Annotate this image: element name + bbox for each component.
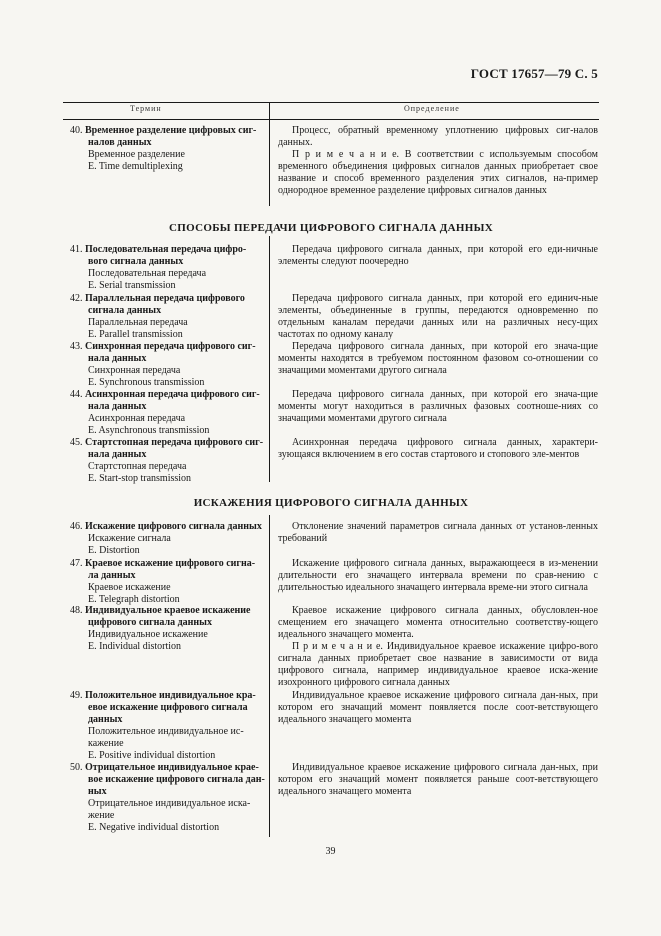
column-divider: [269, 236, 270, 482]
term-english: E. Distortion: [88, 545, 140, 556]
term-cell: [70, 125, 266, 173]
definition-text: Передача цифрового сигнала данных, при которой его знача-щие моменты находятся в требуемом постоянном фазовом со-отношении со значащими моментами другого сигнала: [278, 341, 598, 376]
term-synonym: Отрицательное индивидуальное иска-: [88, 798, 251, 809]
definition-text: Передача цифрового сигнала данных, при которой его единич-ные элементы, объединенные в группы, передаются одновременно по отдельным каналам передачи данных или на различных несу-щих частотах по одному каналу: [278, 293, 598, 340]
definition-text: Краевое искажение цифрового сигнала данных, обусловлен-ное смещением его значащего момента относительно соответству-ющего идеального значащего момента.: [278, 605, 598, 640]
definition-text: Отклонение значений параметров сигнала данных от установ-ленных требований: [278, 521, 598, 544]
term-english: E. Serial transmission: [88, 280, 176, 291]
definition-text: Индивидуальное краевое искажение цифрового сигнала дан-ных, при котором его значащий момент появляется после соот-ветствующего идеального значащего момента: [278, 690, 598, 725]
term-synonym: Краевое искажение: [88, 582, 171, 593]
term-synonym-cont: жение: [88, 810, 115, 821]
definition-text: Процесс, обратный временному уплотнению цифровых сиг-налов данных.: [278, 125, 598, 148]
section-title: СПОСОБЫ ПЕРЕДАЧИ ЦИФРОВОГО СИГНАЛА ДАННЫХ: [169, 222, 493, 234]
term-english: E. Individual distortion: [88, 641, 182, 652]
term-synonym: Положительное индивидуальное ис-: [88, 726, 244, 737]
term-english: E. Parallel transmission: [88, 329, 183, 340]
term-english: E. Telegraph distortion: [88, 594, 180, 605]
term-synonym: Временное разделение: [88, 149, 185, 160]
document-page: ГОСТ 17657—79 С. 5 Термин Определение 40. Временное разделение цифровых сиг- налов данных Временное разделение E. Time demultiplexing Процесс, обратный временному уплотнению цифровых сиг-налов данных. П р и м е ч а н и е. В соответствии с используемым способом временного объединения цифровых сигналов данных приобретает свое название и способ временного разделения этих сигналов, на-пример однородное временное разделение цифровых сигналов данных СПОСОБЫ ПЕРЕДАЧИ ЦИФРОВОГО СИГНАЛА ДАННЫХ 41. Последовательная передача цифро- вого сигнала данных Последовательная передача E. Serial transmission Передача цифрового сигнала данных, при которой его еди-ничные элементы следуют поочередно 42. Параллельная передача цифрового сигнала данных Параллельная передача E. Parallel transmission Передача цифрового сигнала данных, при которой его единич-ные элементы, объединенные в группы, передаются одновременно по отдельным каналам передачи данных или на различных несу-щих частотах по одному каналу 43. Синхронная передача цифрового сиг- нала данных Синхронная передача E. Synchronous transmission Передача цифрового сигнала данных, при которой его знача-щие моменты находятся в требуемом постоянном фазовом со-отношении со значащими моментами другого сигнала 44. Асинхронная передача цифрового сиг- нала данных Асинхронная передача E. Asynchronous transmission Передача цифрового сигнала данных, при которой его знача-щие моменты могут находиться в различных фазовых соотноше-ниях со значащими моментами другого сигнала 45. Стартстопная передача цифрового сиг- нала данных Стартстопная передача E. Start-stop transmission Асинхронная передача цифрового сигнала данных, характери-зующаяся включением в его состав стартового и стопового эле-ментов ИСКАЖЕНИЯ ЦИФРОВОГО СИГНАЛА ДАННЫХ 46. Искажение цифрового сигнала данных Искажение сигнала E. Distortion Отклонение значений параметров сигнала данных от установ-ленных требований 47. Краевое искажение цифрового сигна- ла данных Краевое искажение E. Telegraph distortion Искажение цифрового сигнала данных, выражающееся в из-менении длительности его значащего интервала времени по срав-нению с длительностью идеального значащего интервала време-ни этого сигнала 48. Индивидуальное краевое искажение цифрового сигнала данных Индивидуальное искажение E. Individual distortion Краевое искажение цифрового сигнала данных, обусловлен-ное смещением его значащего момента относительно соответству-ющего идеального значащего момента. П р и м е ч а н и е. Индивидуальное краевое искажение цифро-вого сигнала данных приобретает свое название в зависимости от вида цифрового сигнала, например индивидуальное краевое иска-жение изохронного цифрового сигнала данных 49. Положительное индивидуальное кра- евое искажение цифрового сигнала данных Положительное индивидуальное ис- кажение E. Positive individual distortion Индивидуальное краевое искажение цифрового сигнала дан-ных, при котором его значащий момент появляется после соот-ветствующего идеального значащего момента 50. Отрицательное индивидуальное крае- вое искажение цифрового сигнала дан- ных Отрицательное индивидуальное иска- жение E. Negative individual distortion Индивидуальное краевое искажение цифрового сигнала дан-ных, при котором его значащий момент появляется раньше соот-ветствующего идеального значащего момента 39: [0, 0, 661, 936]
column-header-definition: Определение: [404, 104, 460, 113]
page-number: 39: [325, 846, 336, 857]
definition-note: П р и м е ч а н и е. Индивидуальное краевое искажение цифро-вого сигнала данных приобретает свое название в зависимости от вида цифрового сигнала, например индивидуальное краевое иска-жение изохронного цифрового сигнала данных: [278, 641, 598, 688]
term-synonym-cont: кажение: [88, 738, 124, 749]
term-english: E. Time demultiplexing: [88, 161, 183, 172]
term-english: E. Synchronous transmission: [88, 377, 205, 388]
term-main: 40. Временное разделение цифровых сиг- налов данных: [70, 125, 257, 148]
definition-cell: [278, 125, 598, 197]
term-english: E. Asynchronous transmission: [88, 425, 210, 436]
table-top-rule: [63, 102, 599, 103]
term-synonym: Стартстопная передача: [88, 461, 187, 472]
term-synonym: Параллельная передача: [88, 317, 188, 328]
definition-text: Индивидуальное краевое искажение цифрового сигнала дан-ных, при котором его значащий момент появляется раньше соот-ветствующего идеального значащего момента: [278, 762, 598, 797]
term-english: E. Positive individual distortion: [88, 750, 216, 761]
term-synonym: Индивидуальное искажение: [88, 629, 208, 640]
definition-text: Передача цифрового сигнала данных, при которой его еди-ничные элементы следуют поочередно: [278, 244, 598, 267]
column-divider: [269, 102, 270, 206]
term-synonym: Искажение сигнала: [88, 533, 171, 544]
column-divider: [269, 515, 270, 837]
term-synonym: Асинхронная передача: [88, 413, 186, 424]
table-header-rule: [63, 119, 599, 120]
term-synonym: Последовательная передача: [88, 268, 207, 279]
definition-text: Искажение цифрового сигнала данных, выражающееся в из-менении длительности его значащего интервала времени по срав-нению с длительностью идеального значащего интервала време-ни этого сигнала: [278, 558, 598, 593]
term-english: E. Negative individual distortion: [88, 822, 220, 833]
term-synonym: Синхронная передача: [88, 365, 181, 376]
definition-text: Передача цифрового сигнала данных, при которой его знача-щие моменты могут находиться в различных фазовых соотноше-ниях со значащими моментами другого сигнала: [278, 389, 598, 424]
definition-note: П р и м е ч а н и е. В соответствии с используемым способом временного объединения цифровых сигналов данных приобретает свое название и способ временного разделения этих сигналов, на-пример однородное временное разделение цифровых сигналов данных: [278, 149, 598, 196]
standard-code: ГОСТ 17657—79 С. 5: [470, 66, 598, 81]
section-title: ИСКАЖЕНИЯ ЦИФРОВОГО СИГНАЛА ДАННЫХ: [193, 497, 469, 509]
term-english: E. Start-stop transmission: [88, 473, 192, 484]
column-header-term: Термин: [130, 104, 162, 113]
definition-text: Асинхронная передача цифрового сигнала данных, характери-зующаяся включением в его состав стартового и стопового эле-ментов: [278, 437, 598, 460]
